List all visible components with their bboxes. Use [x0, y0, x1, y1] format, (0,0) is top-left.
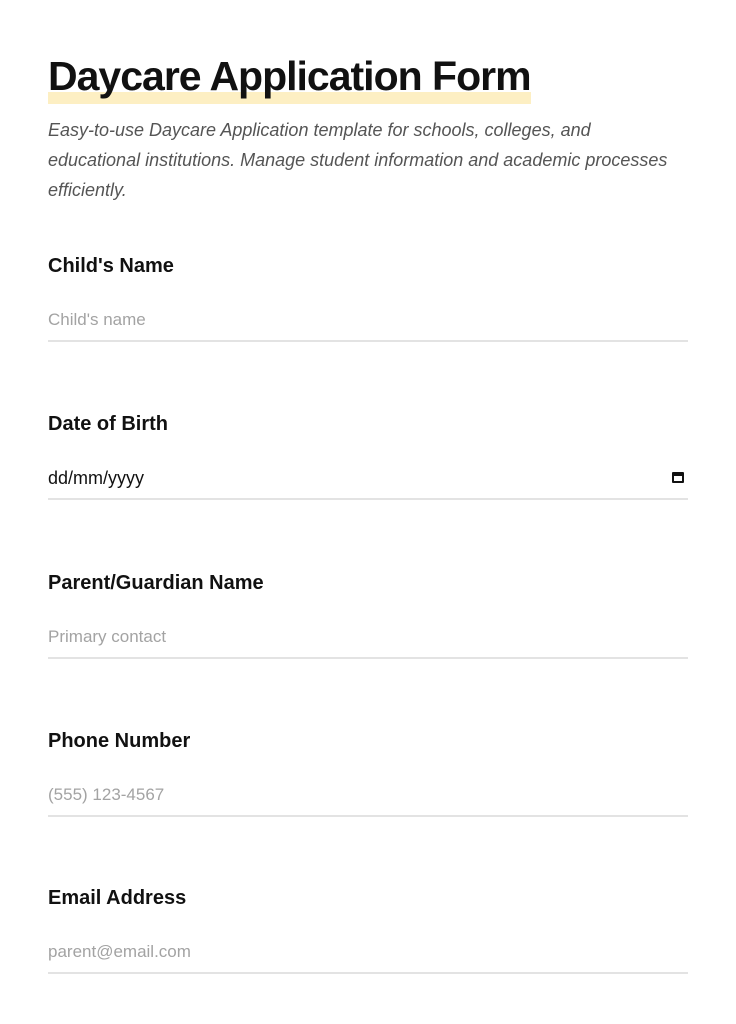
field-parent-name: [48, 569, 688, 689]
parent-name-input[interactable]: [48, 617, 688, 659]
date-of-birth-label: Date of Birth: [48, 413, 168, 435]
date-underline: [48, 498, 688, 500]
email-input[interactable]: [48, 932, 688, 974]
field-date-of-birth: [48, 410, 688, 530]
parent-name-label: Parent/Guardian Name: [48, 572, 264, 594]
page-title: Daycare Application Form: [48, 52, 531, 104]
phone-label: Phone Number: [48, 730, 191, 752]
field-phone: [48, 727, 688, 847]
date-of-birth-input[interactable]: dd/mm/yyyy: [48, 468, 145, 488]
email-label: Email Address: [48, 887, 187, 909]
field-child-name: [48, 252, 688, 372]
page-description: Easy-to-use Daycare Application template for schools, colleges, and educational institutions. Manage student information and academic processes efficiently.: [48, 120, 668, 200]
child-name-label: Child's Name: [48, 255, 174, 277]
field-email: [48, 884, 688, 1004]
phone-input[interactable]: [48, 775, 688, 817]
calendar-icon[interactable]: [672, 472, 684, 483]
child-name-input[interactable]: [48, 300, 688, 342]
